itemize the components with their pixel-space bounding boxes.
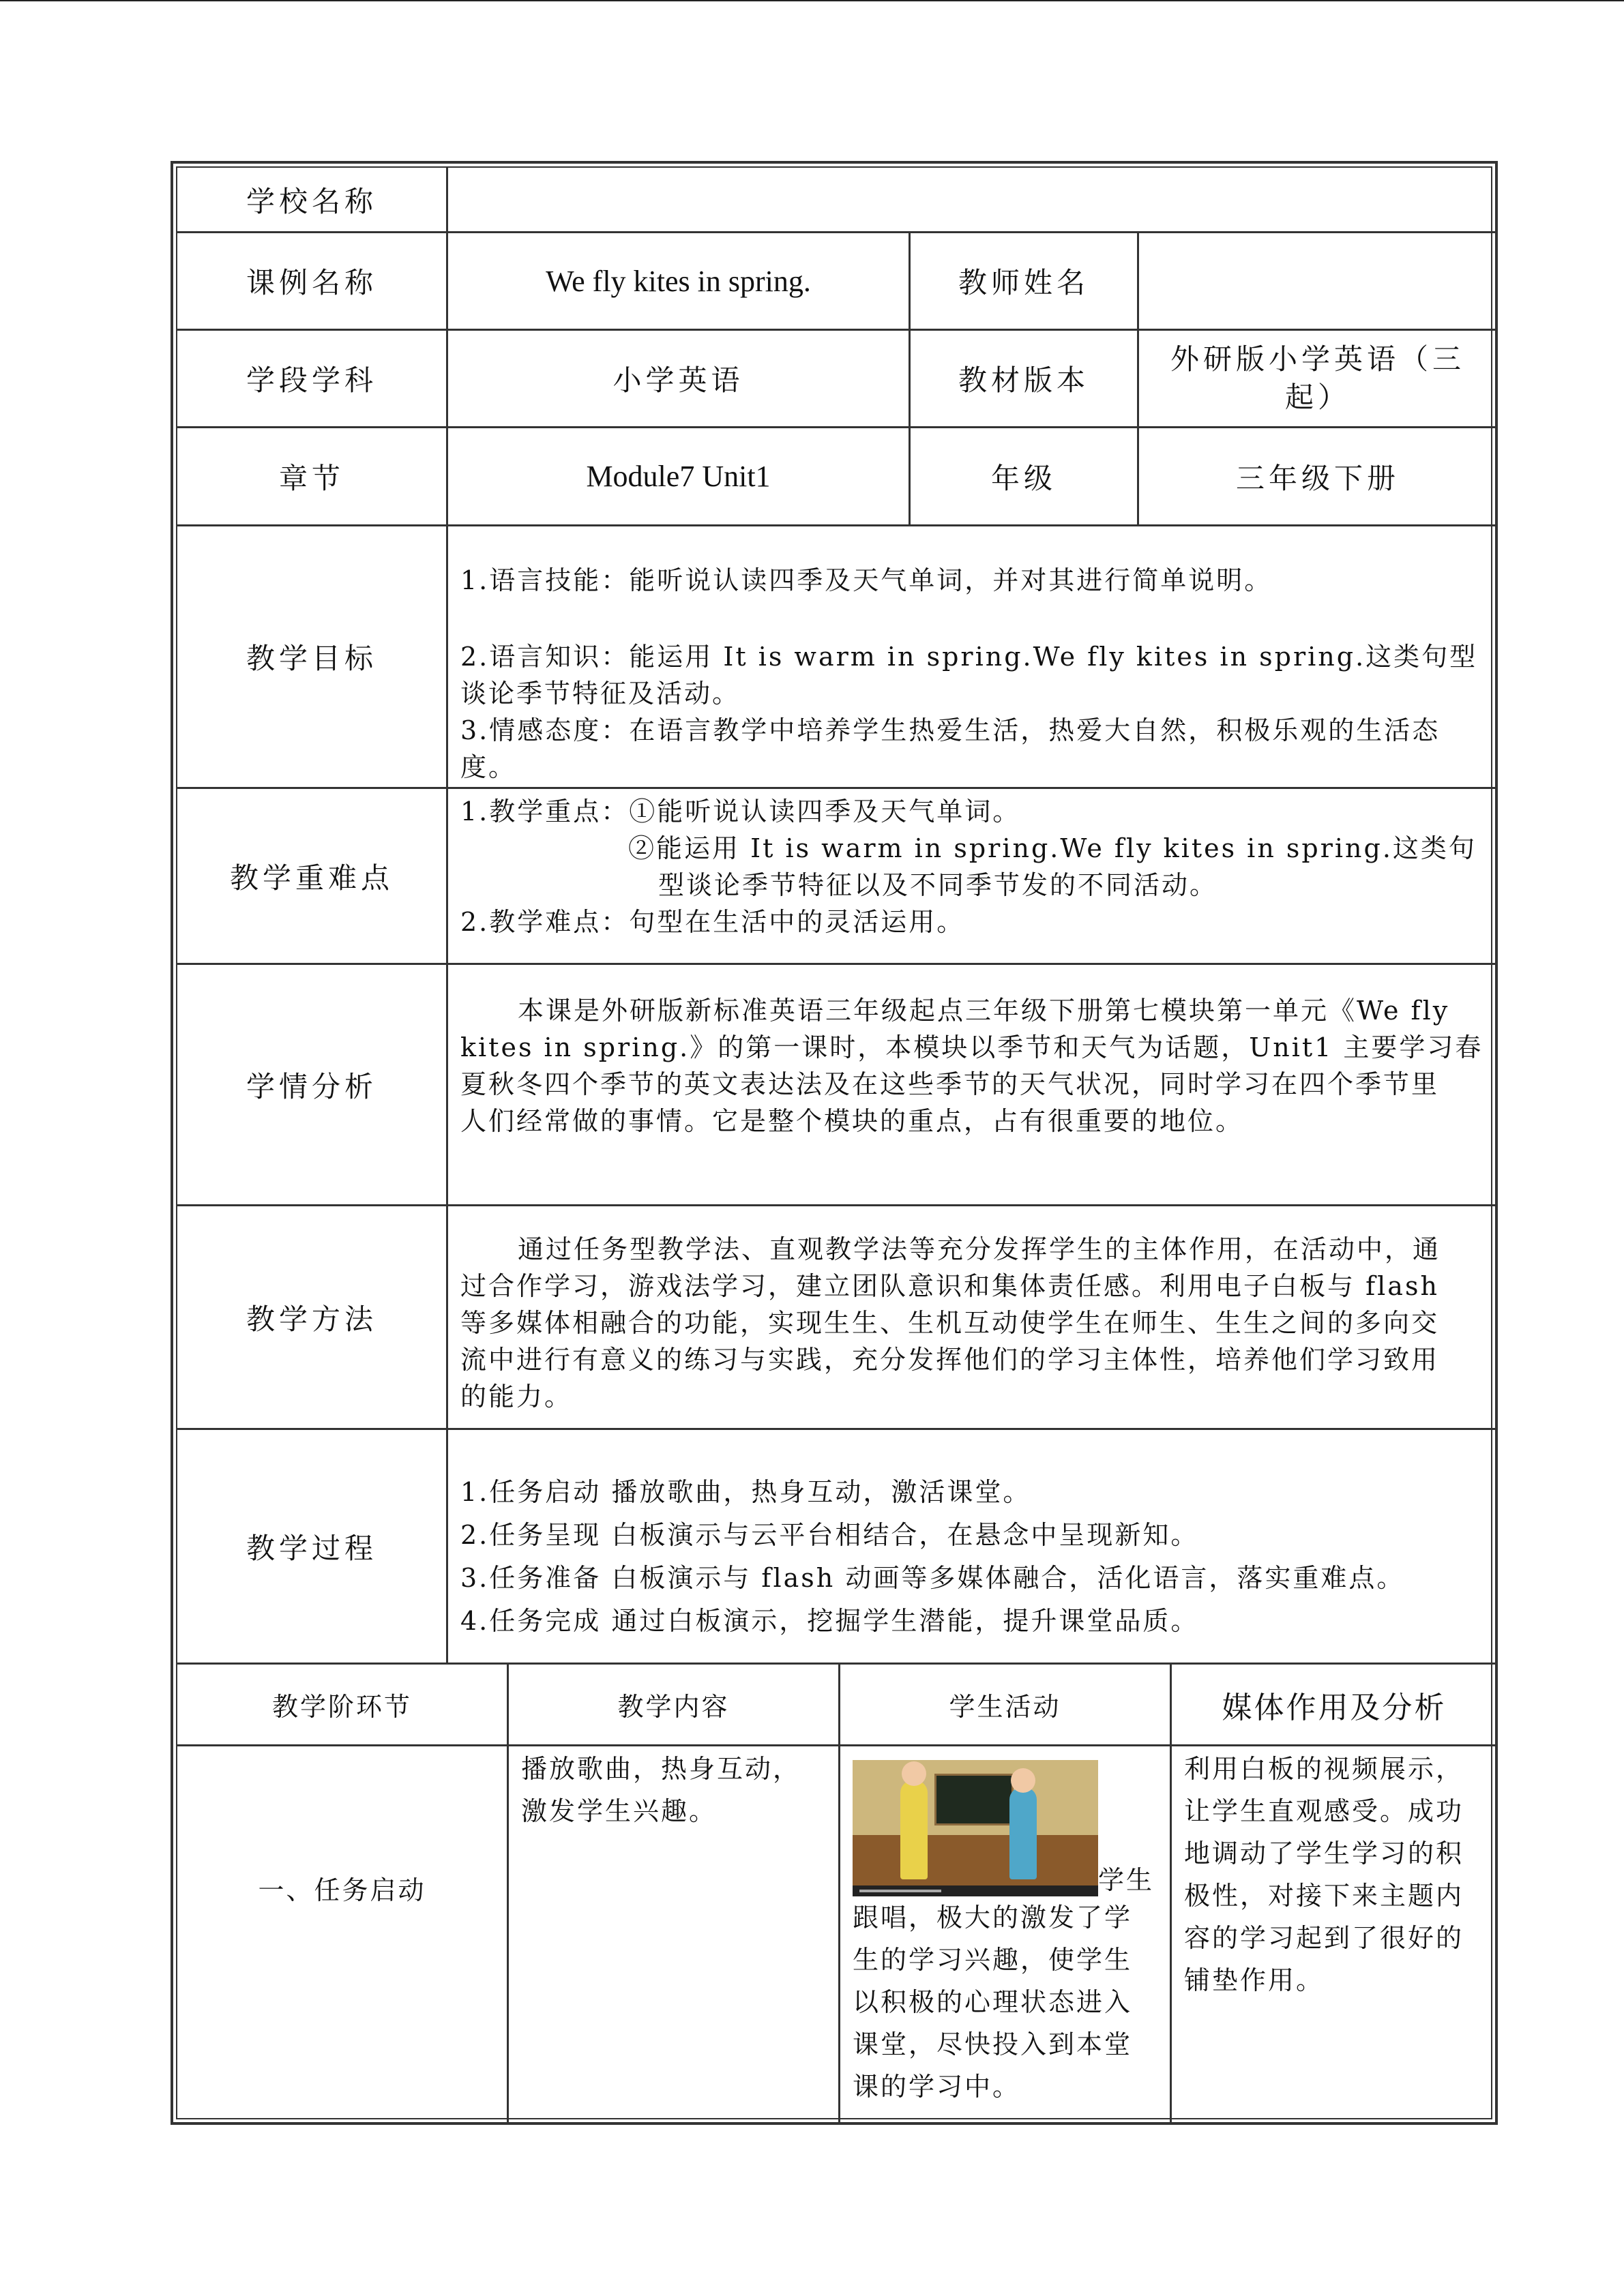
analysis-line-3: 夏秋冬四个季节的英文表达法及在这些季节的天气状况，同时学习在四个季节里 [460, 1069, 1440, 1099]
textbook-label-text: 教材版本 [958, 363, 1089, 397]
table-inner-frame [176, 166, 1492, 2119]
stage-row1-content [509, 1746, 840, 2123]
thumbnail-boy-head [902, 1761, 926, 1786]
stage-row1-media-line1: 利用白板的视频展示， [1184, 1754, 1464, 1784]
lesson-name-label [177, 233, 448, 331]
method-line-5: 的能力。 [460, 1382, 573, 1412]
video-progress-bar [853, 1885, 1098, 1896]
lesson-plan-table [171, 161, 1498, 2125]
process-line-4: 4.任务完成 通过白板演示，挖掘学生潜能，提升课堂品质。 [460, 1606, 1199, 1636]
grade-value-text: 三年级下册 [1235, 461, 1400, 495]
stage-row1-activity-line1: 学生 [1098, 1865, 1155, 1895]
stage-subject-value-text: 小学英语 [612, 363, 744, 397]
keypoints-line-4: 2.教学难点：句型在生活中的灵活运用。 [460, 907, 965, 937]
stage-row1-stage-text: 一、任务启动 [258, 1875, 426, 1905]
process-line-1: 1.任务启动 播放歌曲，热身互动，激活课堂。 [460, 1477, 1031, 1507]
lesson-name-label-text: 课例名称 [246, 266, 377, 299]
chapter-value-text: Module7 Unit1 [586, 460, 771, 493]
stage-row1-content-line2: 激发学生兴趣。 [521, 1796, 718, 1826]
school-name-label-text: 学校名称 [246, 184, 377, 218]
stages-header-content-text: 教学内容 [617, 1692, 730, 1722]
keypoints-label-text: 教学重难点 [229, 861, 394, 895]
stage-row1-activity-line4: 以积极的心理状态进入 [853, 1987, 1133, 2017]
stages-header-stage-text: 教学阶环节 [271, 1692, 412, 1722]
goals-line-3: 谈论季节特征及活动。 [460, 679, 741, 709]
goals-line-4: 3.情感态度：在语言教学中培养学生热爱生活，热爱大自然，积极乐观的生活态 [460, 715, 1441, 745]
textbook-value-line2: 起） [1284, 381, 1350, 414]
chapter-label [177, 428, 448, 526]
stages-header-content [509, 1665, 840, 1746]
stage-row1-media-line4: 极性，对接下来主题内 [1184, 1881, 1464, 1911]
goals-line-5: 度。 [460, 752, 517, 782]
stages-header-media [1172, 1665, 1496, 1746]
stage-row1-media [1172, 1746, 1496, 2123]
school-name-label [177, 168, 448, 233]
stage-row1-media-line2: 让学生直观感受。成功 [1184, 1796, 1464, 1826]
thumbnail-girl-head [1011, 1768, 1035, 1793]
stage-row1-activity [840, 1746, 1172, 2123]
method-label-text: 教学方法 [246, 1302, 377, 1336]
process-line-2: 2.任务呈现 白板演示与云平台相结合，在悬念中呈现新知。 [460, 1520, 1199, 1550]
goals-content [448, 526, 1496, 789]
stage-row1-content-line1: 播放歌曲，热身互动， [521, 1754, 801, 1784]
method-line-1: 通过任务型教学法、直观教学法等充分发挥学生的主体作用，在活动中，通 [518, 1234, 1441, 1264]
textbook-value-line1: 外研版小学英语（三 [1170, 342, 1465, 376]
analysis-line-4: 人们经常做的事情。它是整个模块的重点，占有很重要的地位。 [460, 1106, 1244, 1136]
process-label [177, 1430, 448, 1665]
textbook-label [911, 331, 1139, 428]
stage-row1-activity-line6: 课的学习中。 [853, 2072, 1021, 2102]
goals-line-2: 2.语言知识：能运用 It is warm in spring.We fly kites in spring.这类句型 [460, 642, 1478, 672]
keypoints-label [177, 789, 448, 965]
grade-value [1139, 428, 1496, 526]
stages-header-activity-text: 学生活动 [949, 1692, 1061, 1722]
analysis-label-text: 学情分析 [246, 1069, 377, 1103]
stage-row1-stage [177, 1746, 509, 2123]
stage-row1-activity-line2: 跟唱，极大的激发了学 [853, 1903, 1133, 1933]
process-line-3: 3.任务准备 白板演示与 flash 动画等多媒体融合，活化语言，落实重难点。 [460, 1563, 1405, 1593]
stage-row1-media-line3: 地调动了学生学习的积 [1184, 1838, 1464, 1868]
method-label [177, 1206, 448, 1430]
analysis-label [177, 965, 448, 1206]
stage-row1-activity-line5: 课堂，尽快投入到本堂 [853, 2029, 1133, 2059]
method-line-4: 流中进行有意义的练习与实践，充分发挥他们的学习主体性，培养他们学习致用 [460, 1345, 1440, 1375]
grade-label [911, 428, 1139, 526]
keypoints-line-2: ②能运用 It is warm in spring.We fly kites in spring.这类句 [628, 833, 1477, 863]
process-content [448, 1430, 1496, 1665]
textbook-value [1139, 331, 1496, 428]
keypoints-line-1: 1.教学重点：①能听说认读四季及天气单词。 [460, 796, 1021, 826]
stage-row1-activity-line3: 生的学习兴趣，使学生 [853, 1945, 1133, 1975]
analysis-content [448, 965, 1496, 1206]
analysis-line-1: 本课是外研版新标准英语三年级起点三年级下册第七模块第一单元《We fly [518, 996, 1450, 1026]
grade-label-text: 年级 [990, 461, 1057, 495]
stage-row1-media-line6: 铺垫作用。 [1184, 1965, 1325, 1995]
goals-label-text: 教学目标 [246, 642, 377, 675]
analysis-line-2: kites in spring.》的第一课时，本模块以季节和天气为话题，Unit1 主要学习春 [460, 1032, 1483, 1062]
method-line-3: 等多媒体相融合的功能，实现生生、生机互动使学生在师生、生生之间的多向交 [460, 1308, 1440, 1338]
method-line-2: 过合作学习，游戏法学习，建立团队意识和集体责任感。利用电子白板与 flash [460, 1271, 1439, 1301]
goals-label [177, 526, 448, 789]
page-top-rule [0, 0, 1624, 1]
lesson-name-value [448, 233, 911, 331]
goals-line-1: 1.语言技能：能听说认读四季及天气单词，并对其进行简单说明。 [460, 565, 1273, 595]
teacher-name-label-text: 教师姓名 [958, 266, 1089, 299]
thumbnail-blackboard [934, 1774, 1014, 1825]
lesson-name-value-text: We fly kites in spring. [546, 264, 811, 298]
keypoints-content [448, 789, 1496, 965]
thumbnail-boy-figure [900, 1780, 928, 1879]
thumbnail-girl-figure [1009, 1787, 1037, 1879]
method-content [448, 1206, 1496, 1430]
stage-subject-label [177, 331, 448, 428]
stage-row1-media-line5: 容的学习起到了很好的 [1184, 1923, 1464, 1953]
stage-subject-value [448, 331, 911, 428]
teacher-name-label [911, 233, 1139, 331]
school-name-value [448, 168, 1496, 233]
keypoints-line-3: 型谈论季节特征以及不同季节发的不同活动。 [658, 870, 1218, 900]
stages-header-activity [840, 1665, 1172, 1746]
stages-header-media-text: 媒体作用及分析 [1222, 1690, 1447, 1725]
teacher-name-value [1139, 233, 1496, 331]
stages-header-stage [177, 1665, 509, 1746]
process-label-text: 教学过程 [246, 1531, 377, 1565]
song-video-thumbnail [853, 1760, 1098, 1896]
stage-subject-label-text: 学段学科 [246, 363, 377, 397]
chapter-value [448, 428, 911, 526]
chapter-label-text: 章节 [278, 461, 344, 495]
